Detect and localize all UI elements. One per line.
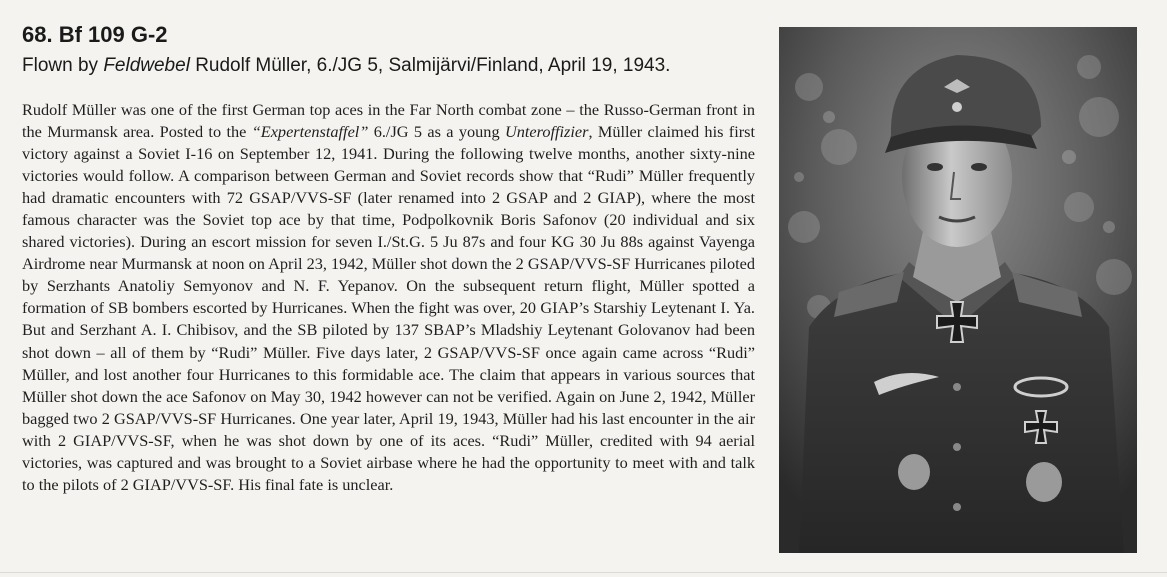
subtitle-details: Rudolf Müller, 6./JG 5, Salmijärvi/Finland, April 19, 1943. — [189, 55, 671, 76]
page-title: 68. Bf 109 G-2 — [22, 22, 168, 47]
body-part-1: Rudolf Müller was one of the first German top aces in the Far North combat zone – the Russo-German front in the Murmansk area. Posted to the — [22, 100, 755, 142]
page-edge-divider — [0, 572, 1167, 573]
body-term-expertenstaffel: “Expertenstaffel” — [251, 122, 369, 142]
biography-paragraph — [22, 99, 755, 496]
body-part-2: 6./JG 5 as a young — [368, 122, 505, 142]
subtitle-prefix: Flown by — [22, 55, 104, 76]
subtitle-rank: Feldwebel — [103, 55, 190, 76]
page-subtitle — [22, 54, 752, 78]
portrait-photo-icon — [779, 27, 1137, 553]
body-term-unteroffizier: Unteroffizier — [504, 122, 589, 142]
body-part-3: , Müller claimed his first victory against a Soviet I-16 on September 12, 1941. During the following twelve months, another sixty-nine victories would follow. A comparison between German and Soviet records show that “Rudi” Müller frequently had dramatic encounters with 72 GSAP/VVS-SF (later renamed into 2 GSAP and 2 GIAP), where the most famous character was the Soviet top ace by that time, Podpolkovnik Boris Safonov (20 individual and six shared victories). During an escort mission for seven I./St.G. 5 Ju 87s and four KG 30 Ju 88s against Vayenga Airdrome near Murmansk at noon on April 23, 1942, Müller shot down the 2 GSAP/VVS-SF Hurricanes piloted by Serzhants Anatoliy Semyonov and N. F. Yepanov. On the subsequent return flight, Müller spotted a formation of SB bombers escorted by Hurricanes. When the fight was over, 20 GIAP’s Starshiy Leytenant I. Ya. But and Serzhant A. I. Chibisov, and the SB piloted by 137 SBAP’s Mladshiy Leytenant Golovanov had been shot down – all of them by “Rudi” Müller. Five days later, 2 GSAP/VVS-SF once again came across “Rudi” Müller, and lost another four Hurricanes to this formidable ace. The claim that appears in various sources that Müller shot down the ace Safonov on May 30, 1942 however can not be verified. Again on June 2, 1942, Müller bagged two 2 GSAP/VVS-SF Hurricanes. One year later, April 19, 1943, Müller had his last encounter in the air with 2 GIAP/VVS-SF, when he was shot down by one of its aces. “Rudi” Müller, credited with 94 aerial victories, was captured and was brought to a Soviet airbase where he had the opportunity to meet with and talk to the pilots of 2 GIAP/VVS-SF. His final fate is unclear. — [22, 122, 756, 494]
